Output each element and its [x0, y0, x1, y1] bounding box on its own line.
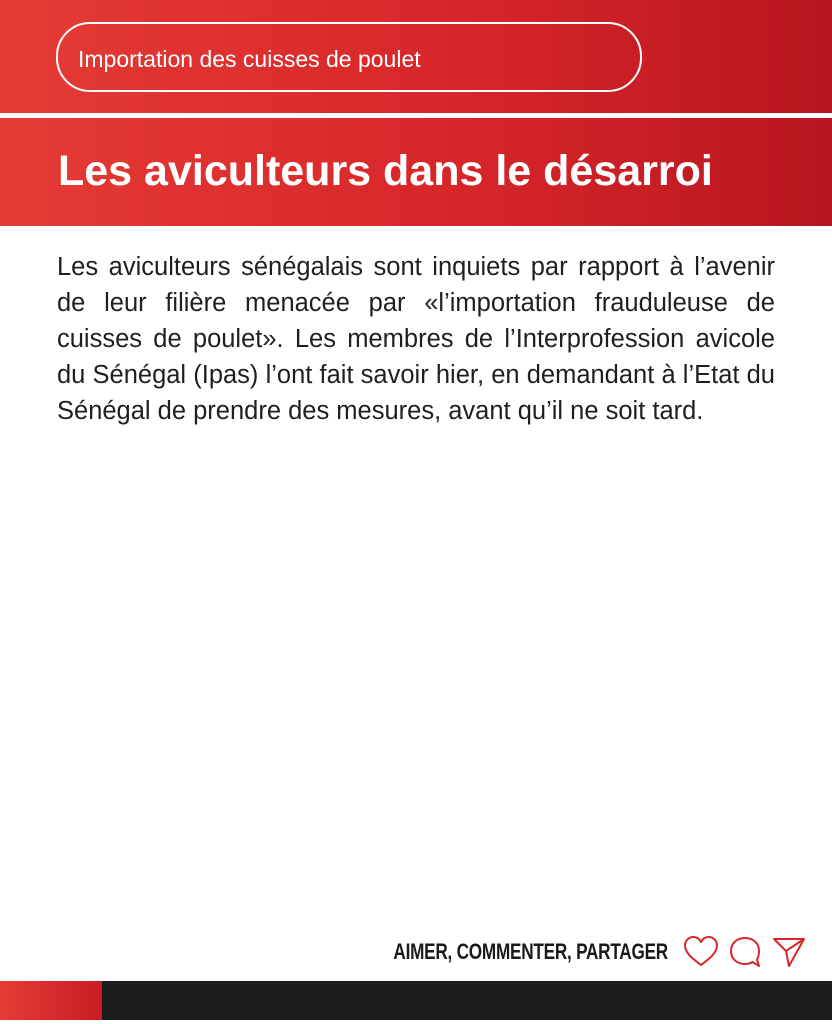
- heart-icon[interactable]: [682, 934, 720, 970]
- comment-icon[interactable]: [726, 934, 764, 970]
- footer-bar: [0, 981, 832, 1020]
- article-body: Les aviculteurs sénégalais sont inquiets par rapport à l’avenir de leur filière menacée par «l’importation frauduleuse de cuisses de poulet». Les membres de l’Interprofession avicole du Sénégal (Ipas) l’ont fait savoir hier, en demandant à l’Etat du Sénégal de prendre des mesures, avant qu’il ne soit tard.: [57, 253, 775, 425]
- social-actions: [316, 934, 808, 970]
- headline: Les aviculteurs dans le désarroi: [58, 147, 713, 195]
- footer-accent: [0, 981, 102, 1020]
- topic-tag: [56, 22, 642, 92]
- title-band: [0, 118, 832, 226]
- header-band: [0, 0, 832, 113]
- topic-tag-label: Importation des cuisses de poulet: [78, 46, 421, 72]
- share-icon[interactable]: [770, 934, 808, 970]
- cta-label: AIMER, COMMENTER, PARTAGER: [393, 939, 668, 964]
